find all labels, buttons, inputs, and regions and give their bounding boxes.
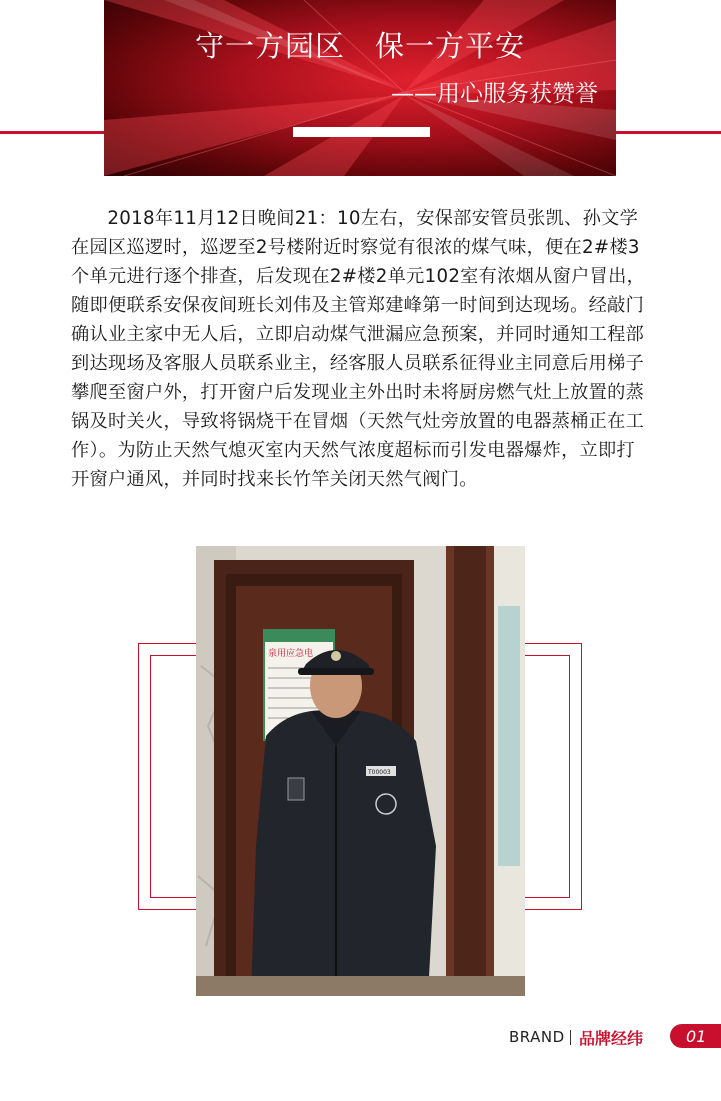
page-number: 01 [686, 1027, 707, 1046]
chest-label: T00003 [368, 769, 391, 776]
banner-title: 守一方园区 保一方平安 [194, 29, 525, 63]
cap-badge-icon [331, 651, 341, 661]
poster-title: 泉用应急电 [268, 649, 314, 659]
footer-separator [570, 1030, 571, 1045]
footer-brand: BRAND [509, 1028, 565, 1046]
banner-white-bar [293, 127, 430, 137]
article-paragraph: 2018年11月12日晚间21：10左右，安保部安管员张凯、孙文学在园区巡逻时，巡逻至2号楼附近时察觉有很浓的煤气味，便在2#楼3个单元进行逐个排查，后发现在2#楼2单元102室有浓烟从窗户冒出，随即便联系安保夜间班长刘伟及主管郑建峰第一时间到达现场。经敲门确认业主家中无人后，立即启动煤气泄漏应急预案，并同时通知工程部到达现场及客服人员联系业主，经客服人员联系征得业主同意后用梯子攀爬至窗户外，打开窗户后发现业主外出时未将厨房燃气灶上放置的蒸锅及时关火，导致将锅烧干在冒烟（天然气灶旁放置的电器蒸桶正在工作）。为防止天然气熄灭室内天然气浓度超标而引发电器爆炸，立即打开窗户通风，并同时找来长竹竿关闭天然气阀门。 [71, 208, 646, 490]
header-rule-right [616, 131, 721, 134]
header-rule-left [0, 131, 104, 134]
security-guard-photo [196, 546, 525, 996]
header-banner [104, 0, 616, 176]
footer-brand-cn: 品牌经纬 [579, 1029, 644, 1048]
page-footer [0, 1021, 721, 1051]
banner-subtitle: ——用心服务获赞誉 [391, 81, 598, 107]
photo-illustration [196, 546, 525, 996]
